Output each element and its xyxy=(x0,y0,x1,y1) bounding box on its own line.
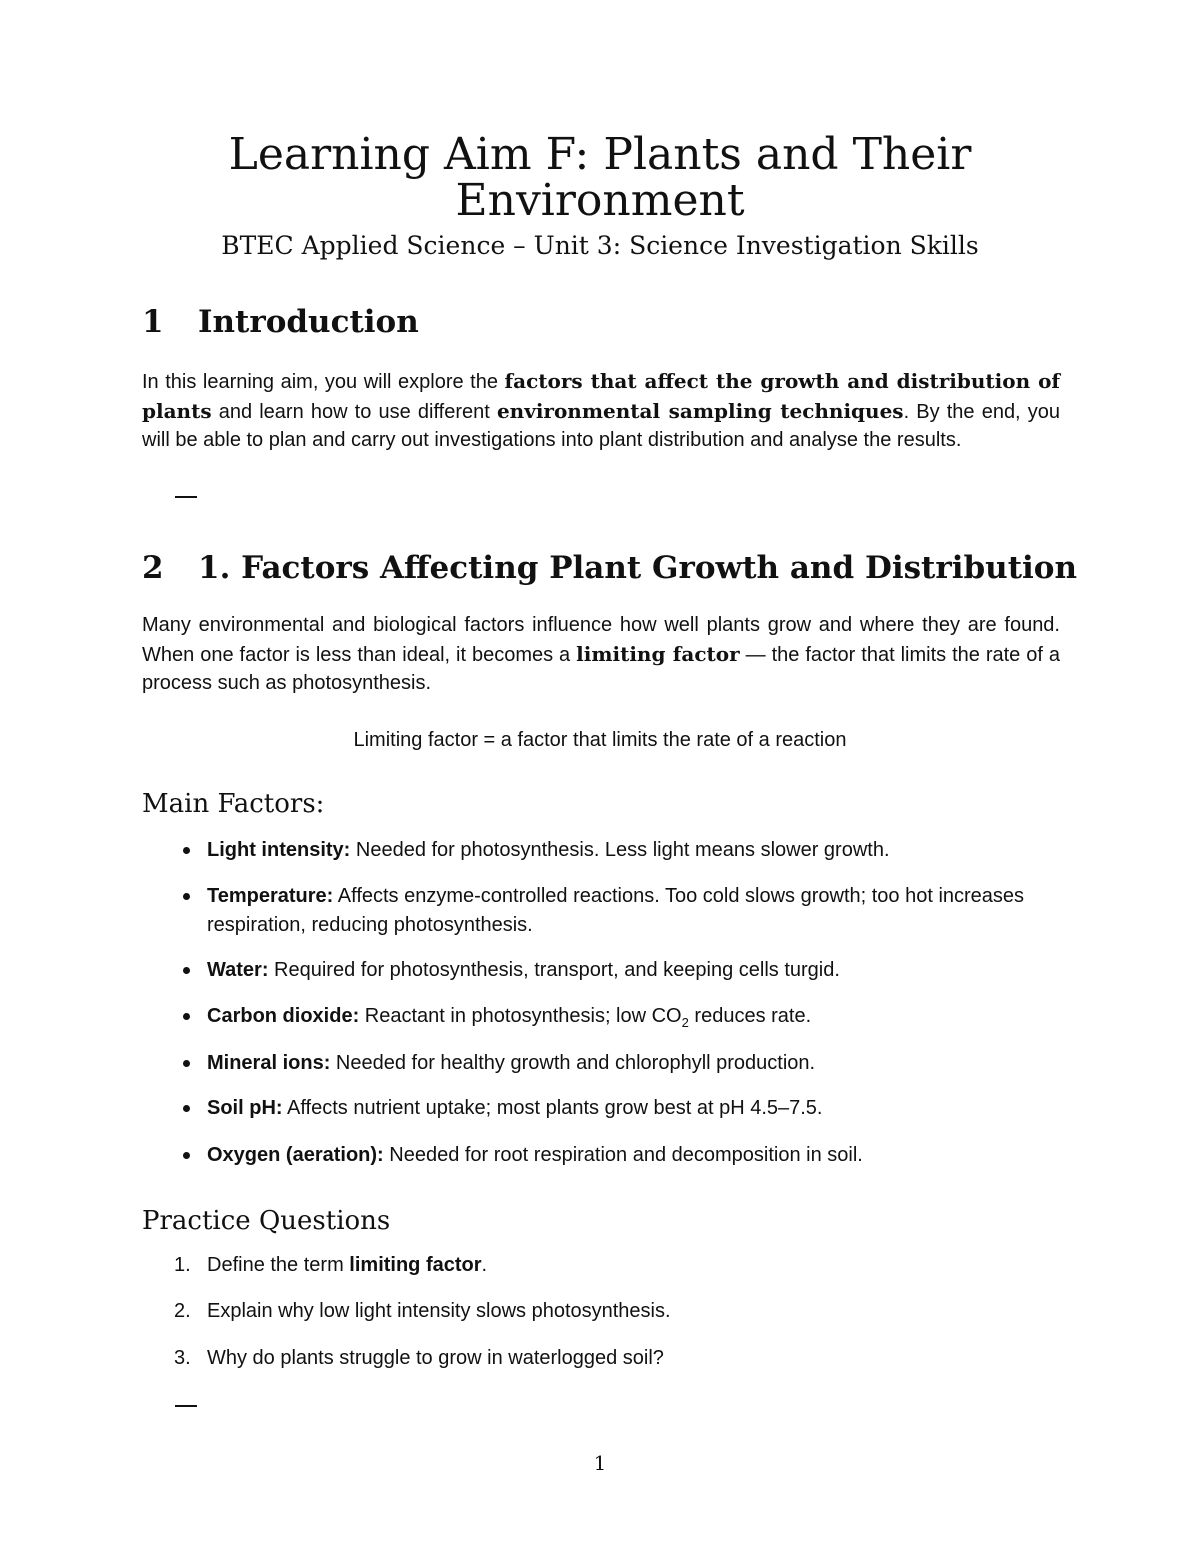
factor-text: Needed for healthy growth and chlorophyll production. xyxy=(330,1052,816,1074)
subscript: 2 xyxy=(681,1015,689,1030)
factor-text: Affects nutrient uptake; most plants grow best at pH 4.5–7.5. xyxy=(282,1097,823,1119)
main-factors-heading: Main Factors: xyxy=(142,789,325,819)
question-number: 3. xyxy=(174,1347,191,1369)
factor-text: Required for photosynthesis, transport, and keeping cells turgid. xyxy=(268,959,840,981)
section-1-title: Introduction xyxy=(198,304,419,340)
question-item xyxy=(174,1344,1059,1373)
intro-bold-2: environmental sampling techniques xyxy=(496,398,904,423)
question-item xyxy=(174,1297,1059,1326)
bullet-icon xyxy=(183,847,190,854)
question-item xyxy=(174,1251,1059,1280)
intro-text-3: . By the end, you will be able to plan and carry out investigations into plant distribution and analyse the results. xyxy=(142,400,1061,451)
section-divider-2 xyxy=(175,1405,197,1407)
bullet-icon xyxy=(183,967,190,974)
factor-term: Temperature: xyxy=(207,885,334,907)
factor-term: Water: xyxy=(207,959,269,981)
title-line-1: Learning Aim F: Plants and Their xyxy=(228,129,972,180)
title-line-2: Environment xyxy=(455,175,745,226)
factor-item xyxy=(207,956,1059,985)
section-1-number: 1 xyxy=(142,304,164,340)
bullet-icon xyxy=(183,1105,190,1112)
factor-item xyxy=(207,1094,1059,1123)
bullet-icon xyxy=(183,1152,190,1159)
section-2-number: 2 xyxy=(142,550,164,586)
factor-text: reduces rate. xyxy=(688,1005,812,1027)
factor-term: Carbon dioxide: xyxy=(207,1005,360,1027)
factors-text-2: — the factor that limits the rate of a process such as photosynthesis. xyxy=(142,643,1060,694)
bullet-icon xyxy=(183,1013,190,1020)
formula-line: Limiting factor = a factor that limits the rate of a reaction xyxy=(353,729,847,751)
factor-text: Reactant in photosynthesis; low CO xyxy=(359,1005,682,1027)
document-title xyxy=(0,129,1200,226)
question-text: Explain why low light intensity slows photosynthesis. xyxy=(207,1300,671,1322)
intro-paragraph xyxy=(142,367,1060,455)
intro-bold-1: factors that affect the growth and distribution of plants xyxy=(142,369,1061,423)
factors-bold-1: limiting factor xyxy=(576,641,740,666)
section-divider-1 xyxy=(175,496,197,498)
factors-paragraph xyxy=(142,611,1060,698)
factor-term: Oxygen (aeration): xyxy=(207,1144,384,1166)
question-number: 1. xyxy=(174,1254,191,1276)
practice-questions-heading: Practice Questions xyxy=(142,1206,391,1236)
factor-text: Needed for photosynthesis. Less light means slower growth. xyxy=(350,839,890,861)
section-2-title: 1. Factors Affecting Plant Growth and Distribution xyxy=(198,550,1078,586)
factor-term: Mineral ions: xyxy=(207,1052,331,1074)
intro-text-2: and learn how to use different xyxy=(211,400,497,423)
page-number: 1 xyxy=(593,1451,607,1475)
bullet-icon xyxy=(183,893,190,900)
question-text: Define the term xyxy=(207,1254,350,1276)
document-subtitle: BTEC Applied Science – Unit 3: Science Investigation Skills xyxy=(221,231,979,260)
factor-text: Affects enzyme-controlled reactions. Too cold slows growth; too hot increases respiration, reducing photosynthesis. xyxy=(207,885,1025,936)
factor-item xyxy=(207,1002,1059,1038)
factor-item xyxy=(207,836,1059,865)
question-text: Why do plants struggle to grow in waterlogged soil? xyxy=(207,1347,664,1369)
factor-item xyxy=(207,1049,1059,1078)
factor-item xyxy=(207,882,1059,939)
bullet-icon xyxy=(183,1060,190,1067)
section-1-heading xyxy=(142,302,419,342)
factor-term: Soil pH: xyxy=(207,1097,283,1119)
factor-text: Needed for root respiration and decomposition in soil. xyxy=(383,1144,863,1166)
factor-term: Light intensity: xyxy=(207,839,351,861)
factors-text-1: Many environmental and biological factors influence how well plants grow and where they are found. When one factor is less than ideal, it becomes a xyxy=(142,614,1060,666)
question-number: 2. xyxy=(174,1300,191,1322)
intro-text-1: In this learning aim, you will explore the xyxy=(142,371,505,393)
section-2-heading xyxy=(142,548,1077,588)
question-bold: limiting factor xyxy=(349,1254,482,1276)
question-text: . xyxy=(481,1254,488,1276)
factor-item xyxy=(207,1141,1059,1170)
